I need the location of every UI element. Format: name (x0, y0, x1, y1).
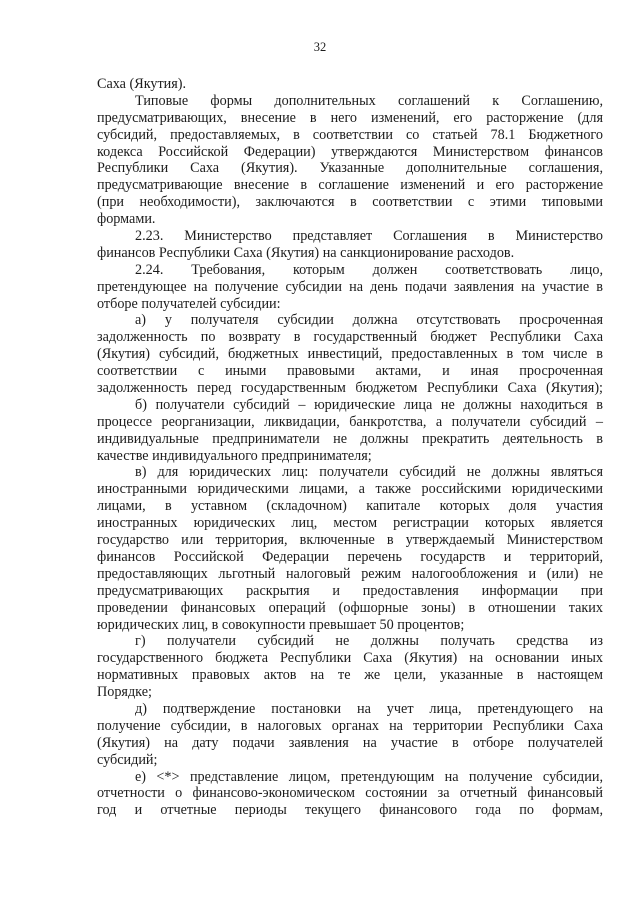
text-line: государственного бюджета Республики Саха (Якутия) на основании иных (97, 650, 603, 667)
text-line: индивидуальные предприниматели не должны прекратить деятельность в (97, 430, 603, 447)
text-line: лицами, в уставном (складочном) капитале которых доля участия (97, 498, 603, 515)
text-line: (при необходимости), заключаются в соответствии с этими типовыми (97, 194, 603, 211)
text-line: Порядке; (97, 684, 152, 701)
text-line: в) для юридических лиц: получатели субсидий не должны являться (135, 464, 603, 481)
text-line: проведении финансовых операций (офшорные зоны) в отношении таких (97, 599, 603, 616)
text-line: а) у получателя субсидии должна отсутствовать просроченная (135, 312, 603, 329)
text-line: субсидий, предоставляемых, в соответствии со статьей 78.1 Бюджетного (97, 126, 603, 143)
text-line: предусматривающих раскрытия и предоставления информации при (97, 582, 603, 599)
text-line: качестве индивидуального предпринимателя; (97, 447, 372, 464)
text-line: задолженность перед государственным бюджетом Республики Саха (Якутия); (97, 380, 603, 397)
text-line: кодекса Российской Федерации) утверждаются Министерством финансов (97, 143, 603, 160)
text-line: е) <*> представление лицом, претендующим на получение субсидии, (135, 768, 603, 785)
text-line: 2.24. Требования, которым должен соответствовать лицо, (135, 261, 603, 278)
text-line: д) подтверждение постановки на учет лица, претендующего на (135, 700, 603, 717)
text-line: государство или территория, включенные в утверждаемый Министерством (97, 532, 603, 549)
text-line: (Якутия) субсидий, бюджетных инвестиций, предоставленных в том числе в (97, 346, 603, 363)
text-line: финансов Республики Саха (Якутия) на санкционирование расходов. (97, 244, 515, 261)
text-line: иностранными юридическими лицами, а также российскими юридическими (97, 481, 603, 498)
text-line: получение субсидии, в налоговых органах на территории Республики Саха (97, 717, 603, 734)
text-line: б) получатели субсидий – юридические лица не должны находиться в (135, 396, 603, 413)
text-line: отборе получателей субсидии: (97, 295, 281, 312)
text-line: отчетности о финансово-экономическом состоянии за отчетный финансовый (97, 785, 603, 802)
page-number: 32 (313, 40, 327, 54)
text-line: претендующее на получение субсидии на день подачи заявления на участие в (97, 278, 603, 295)
text-line: 2.23. Министерство представляет Соглашения в Министерство (135, 228, 603, 245)
text-line: Саха (Якутия). (97, 76, 187, 92)
text-line: предусматривающие внесение в соглашение изменений и его расторжение (97, 177, 603, 194)
text-line: год и отчетные периоды текущего финансового года по формам, (97, 802, 603, 819)
text-line: иностранных юридических лиц, местом регистрации которых является (97, 515, 603, 532)
text-line: предусматривающих, внесение в него изменений, его расторжение (для (97, 109, 603, 126)
text-line: Типовые формы дополнительных соглашений к Соглашению, (135, 92, 603, 109)
text-line: г) получатели субсидий не должны получать средства из (135, 633, 603, 650)
text-line: Республики Саха (Якутия). Указанные дополнительные соглашения, (97, 160, 603, 177)
text-line: финансов Российской Федерации перечень государств и территорий, (97, 548, 603, 565)
text-line: (Якутия) на дату подачи заявления на участие в отборе получателей (97, 734, 603, 751)
text-line: нормативных правовых актов на те же цели, указанные в настоящем (97, 667, 603, 684)
text-line: соответствии с иными правовыми актами, и иная просроченная (97, 363, 603, 380)
text-line: процессе реорганизации, ликвидации, банкротства, а получатели субсидий – (97, 413, 603, 430)
text-line: задолженность по возврату в государственный бюджет Республики Саха (97, 329, 603, 346)
text-line: субсидий; (97, 751, 158, 768)
text-line: предоставляющих льготный налоговый режим налогообложения и (или) не (97, 565, 603, 582)
text-line: юридических лиц, в совокупности превышает 50 процентов; (97, 616, 465, 633)
document-body (97, 76, 603, 819)
text-line: формами. (97, 211, 156, 228)
